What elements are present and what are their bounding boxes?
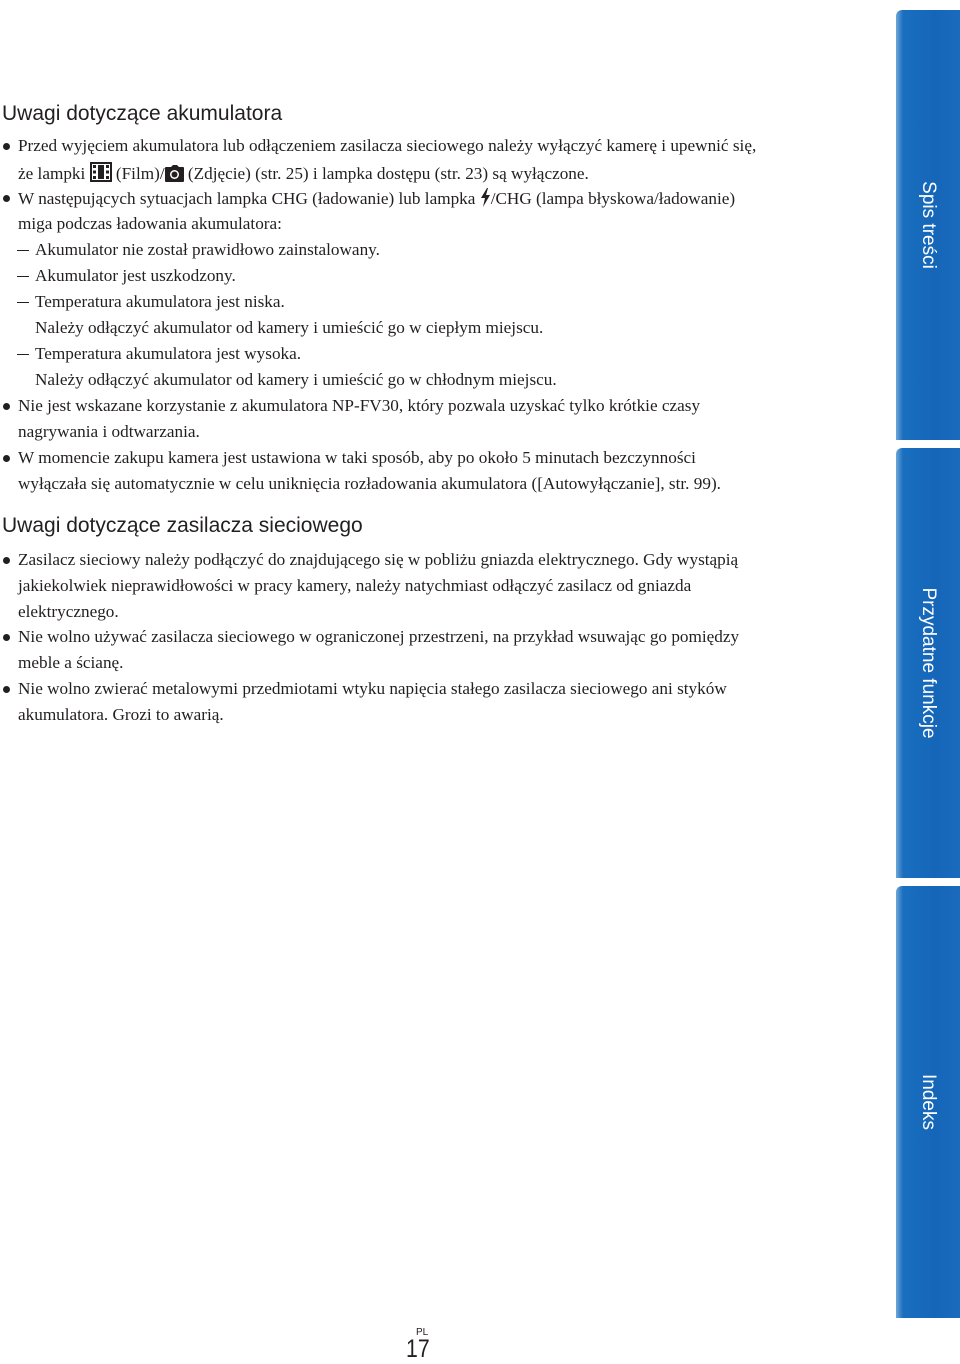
tab-table-of-contents[interactable] xyxy=(896,10,960,440)
text-span: (Film)/ xyxy=(115,164,165,183)
tab-label: Przydatne funkcje xyxy=(918,587,939,739)
page-region-code: PL xyxy=(416,1327,429,1338)
text-line: Temperatura akumulatora jest niska. xyxy=(35,292,285,311)
text-line: Temperatura akumulatora jest wysoka. xyxy=(35,344,302,363)
section-title-ac-adapter: Uwagi dotyczące zasilacza sieciowego xyxy=(2,514,363,537)
flash-icon xyxy=(480,188,491,212)
text-line: jakiekolwiek nieprawidłowości w pracy kamery, należy natychmiast odłączyć zasilacz od gniazda xyxy=(18,576,692,595)
side-navigation xyxy=(896,10,960,1318)
text-line: Zasilacz sieciowy należy podłączyć do znajdującego się w pobliżu gniazda elektrycznego. Gdy wystąpią xyxy=(18,550,739,569)
tab-index[interactable] xyxy=(896,886,960,1318)
text-line: W momencie zakupu kamera jest ustawiona w taki sposób, aby po około 5 minutach bezczynności xyxy=(18,448,696,467)
text-line xyxy=(18,162,589,187)
bullet xyxy=(3,403,10,410)
text-line: Nie jest wskazane korzystanie z akumulatora NP-FV30, który pozwala uzyskać tylko krótkie czasy xyxy=(18,396,701,415)
dash xyxy=(17,276,29,277)
bullet xyxy=(3,686,10,693)
page-number: 17 xyxy=(406,1335,430,1363)
text-line: Akumulator jest uszkodzony. xyxy=(35,266,236,285)
bullet xyxy=(3,143,10,150)
bullet xyxy=(3,557,10,564)
dash xyxy=(17,302,29,303)
tab-useful-functions[interactable] xyxy=(896,448,960,878)
bullet xyxy=(3,455,10,462)
text-line: wyłączała się automatycznie w celu uniknięcia rozładowania akumulatora ([Autowyłączanie], str. 99). xyxy=(18,474,721,493)
text-line: Przed wyjęciem akumulatora lub odłączeniem zasilacza sieciowego należy wyłączyć kamerę i upewnić się, xyxy=(18,136,757,155)
text-span: /CHG (lampa błyskowa/ładowanie) xyxy=(490,189,736,208)
section-title-battery: Uwagi dotyczące akumulatora xyxy=(2,102,283,125)
text-line xyxy=(18,188,735,212)
text-line: nagrywania i odtwarzania. xyxy=(18,422,200,441)
tab-label: Spis treści xyxy=(918,181,939,269)
text-line: Należy odłączyć akumulator od kamery i umieścić go w ciepłym miejscu. xyxy=(35,318,544,337)
camera-icon xyxy=(165,165,184,187)
text-line: Nie wolno zwierać metalowymi przedmiotami wtyku napięcia stałego zasilacza sieciowego ani styków xyxy=(18,679,727,698)
text-line: akumulatora. Grozi to awarią. xyxy=(18,705,224,724)
text-line: elektrycznego. xyxy=(18,602,119,621)
tab-label: Indeks xyxy=(918,1074,939,1130)
dash xyxy=(17,354,29,355)
text-line: miga podczas ładowania akumulatora: xyxy=(18,214,282,233)
bullet xyxy=(3,195,10,202)
dash xyxy=(17,250,29,251)
bullet xyxy=(3,634,10,641)
text-line: Należy odłączyć akumulator od kamery i umieścić go w chłodnym miejscu. xyxy=(35,370,557,389)
text-span: że lampki xyxy=(18,164,86,183)
text-line: meble a ścianę. xyxy=(18,653,124,672)
text-line: Akumulator nie został prawidłowo zainstalowany. xyxy=(35,240,380,259)
text-line: Nie wolno używać zasilacza sieciowego w ograniczonej przestrzeni, na przykład wsuwając go pomiędzy xyxy=(18,627,740,646)
text-span: (Zdjęcie) (str. 25) i lampka dostępu (str. 23) są wyłączone. xyxy=(187,164,589,183)
film-icon xyxy=(90,162,112,187)
text-span: W następujących sytuacjach lampka CHG (ładowanie) lub lampka xyxy=(18,189,476,208)
